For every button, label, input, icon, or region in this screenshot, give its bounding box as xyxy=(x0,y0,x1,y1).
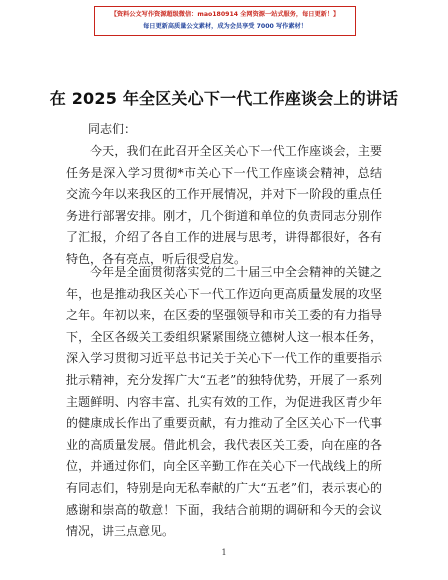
page-number: 1 xyxy=(221,548,227,557)
promo-header-line-2: 每日更新高质量公文素材，成为会员享受 7000 写作素材！ xyxy=(143,23,307,30)
promo-header-line-1: 【资料公文写作资源超级微信：mao180914 全网资源一站式服务，每日更新！】 xyxy=(110,11,340,18)
promo-header-box xyxy=(94,6,356,36)
body-paragraph-2: 今年是全面贯彻落实党的二十届三中全会精神的关键之年，也是推动我区关心下一代工作迈向更高质量发展的攻坚之年。年初以来，在区委的坚强领导和市关工委的有力指导下，全区各级关工委组织紧紧围绕立德树人这一根本任务，深入学习贯彻习近平总书记关于关心下一代工作的重要指示批示精神，充分发挥广大“五老”的独特优势，开展了一系列主题鲜明、内容丰富、扎实有效的工作，为促进我区青少年的健康成长作出了重要贡献，有力推动了全区关心下一代事业的高质量发展。借此机会，我代表区关工委，向在座的各位，并通过你们，向全区辛勤工作在关心下一代战线上的所有同志们，特别是向无私奉献的广大“五老”们，表示衷心的感谢和崇高的敬意！下面，我结合前期的调研和今天的会议情况，讲三点意见。 xyxy=(66,265,382,539)
body-paragraph-1: 今天，我们在此召开全区关心下一代工作座谈会，主要任务是深入学习贯彻*市关心下一代工作座谈会精神，总结交流今年以来我区的工作开展情况，并对下一阶段的重点任务进行部署安排。刚才，几个街道和单位的负责同志分别作了汇报，介绍了各自工作的进展与思考，讲得都很好，各有特色，各有亮点，听后很受启发。 xyxy=(66,144,382,266)
salutation: 同志们： xyxy=(88,122,137,136)
document-title: 在 2025 年全区关心下一代工作座谈会上的讲话 xyxy=(49,89,399,108)
